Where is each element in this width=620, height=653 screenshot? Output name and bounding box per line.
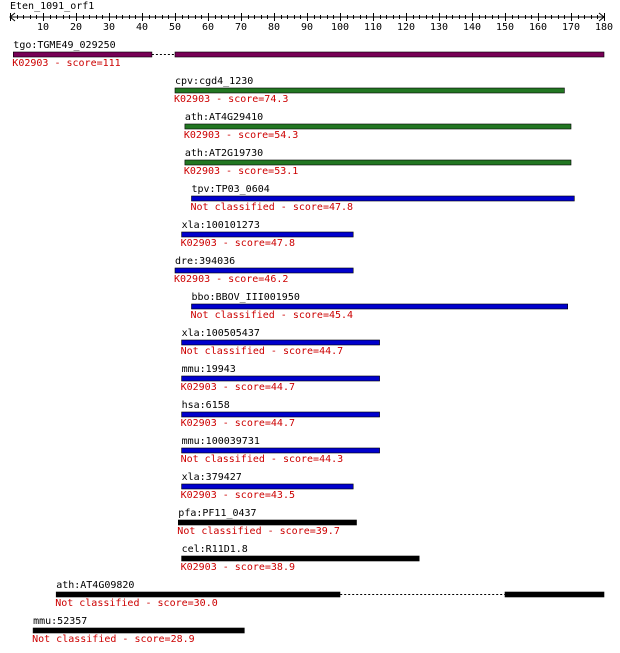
hit-score-label[interactable]: Not classified - score=30.0 [55, 598, 218, 609]
hit-score-label[interactable]: K02903 - score=44.7 [180, 382, 295, 393]
hit-score-label[interactable]: K02903 - score=111 [12, 58, 121, 69]
hit-name[interactable]: xla:100101273 [181, 220, 260, 231]
tick-label: 160 [528, 22, 548, 33]
tick-label: 120 [396, 22, 416, 33]
hit-name[interactable]: tgo:TGME49_029250 [13, 40, 116, 51]
hit-score-label[interactable]: K02903 - score=47.8 [180, 238, 295, 249]
hit-segment-bar [56, 592, 340, 597]
tick-label: 170 [561, 22, 581, 33]
hit-segment-bar [13, 52, 152, 57]
tick-label: 20 [69, 22, 83, 33]
tick-label: 70 [234, 22, 248, 33]
hit-name[interactable]: hsa:6158 [181, 400, 230, 411]
hit-segment-bar [192, 304, 568, 309]
hit-name[interactable]: tpv:TP03_0604 [191, 184, 270, 195]
tick-label: 140 [462, 22, 482, 33]
tick-label: 80 [267, 22, 281, 33]
tick-label: 110 [363, 22, 383, 33]
hit-segment-bar [185, 124, 571, 129]
query-title: Eten_1091_orf1 [10, 1, 95, 12]
tick-label: 40 [135, 22, 149, 33]
hit-name[interactable]: ath:AT2G19730 [184, 148, 264, 159]
hit-name[interactable]: cpv:cgd4_1230 [175, 76, 254, 87]
hit-segment-bar [505, 592, 604, 597]
hit-name[interactable]: pfa:PF11_0437 [178, 508, 257, 519]
hit-name[interactable]: ath:AT4G29410 [184, 112, 264, 123]
hit-name[interactable]: bbo:BBOV_III001950 [191, 292, 300, 303]
hit-segment-bar [182, 448, 380, 453]
tick-label: 60 [201, 22, 215, 33]
tick-label: 130 [429, 22, 449, 33]
hit-score-label[interactable]: Not classified - score=44.3 [180, 454, 344, 465]
hit-name[interactable]: ath:AT4G09820 [56, 580, 135, 591]
hit-segment-bar [185, 160, 571, 165]
hit-score-label[interactable]: Not classified - score=39.7 [177, 526, 340, 537]
hit-score-label[interactable]: K02903 - score=74.3 [174, 94, 289, 105]
hit-segment-bar [182, 232, 354, 237]
tick-label: 30 [102, 22, 116, 33]
hit-segment-bar [182, 484, 354, 489]
hit-score-label[interactable]: K02903 - score=44.7 [180, 418, 295, 429]
hit-score-label[interactable]: Not classified - score=44.7 [180, 346, 344, 357]
hit-name[interactable]: cel:R11D1.8 [181, 544, 248, 555]
hit-name[interactable]: mmu:52357 [33, 616, 88, 627]
hit-segment-bar [175, 268, 353, 273]
hit-name[interactable]: dre:394036 [175, 256, 236, 267]
hit-segment-bar [182, 376, 380, 381]
hit-score-label[interactable]: Not classified - score=47.8 [190, 202, 354, 213]
hit-score-label[interactable]: K02903 - score=46.2 [174, 274, 289, 285]
hit-segment-bar [178, 520, 356, 525]
hit-name[interactable]: mmu:100039731 [181, 436, 260, 447]
tick-label: 10 [36, 22, 50, 33]
hit-segment-bar [33, 628, 244, 633]
hit-score-label[interactable]: K02903 - score=38.9 [180, 562, 295, 573]
hit-score-label[interactable]: Not classified - score=28.9 [32, 634, 195, 645]
tick-label: 50 [168, 22, 182, 33]
hit-name[interactable]: xla:379427 [181, 472, 242, 483]
tick-label: 100 [330, 22, 350, 33]
hit-segment-bar [182, 556, 420, 561]
tick-label: 150 [495, 22, 515, 33]
hit-score-label[interactable]: K02903 - score=43.5 [180, 490, 295, 501]
hit-name[interactable]: mmu:19943 [181, 364, 236, 375]
hit-name[interactable]: xla:100505437 [181, 328, 260, 339]
hit-segment-bar [192, 196, 575, 201]
hit-segment-bar [182, 412, 380, 417]
hit-score-label[interactable]: Not classified - score=45.4 [190, 310, 354, 321]
hit-segment-bar [175, 88, 564, 93]
tick-label: 180 [594, 22, 614, 33]
hit-segment-bar [175, 52, 604, 57]
hit-score-label[interactable]: K02903 - score=54.3 [183, 130, 299, 141]
hit-segment-bar [182, 340, 380, 345]
tick-label: 90 [300, 22, 314, 33]
hit-score-label[interactable]: K02903 - score=53.1 [183, 166, 299, 177]
